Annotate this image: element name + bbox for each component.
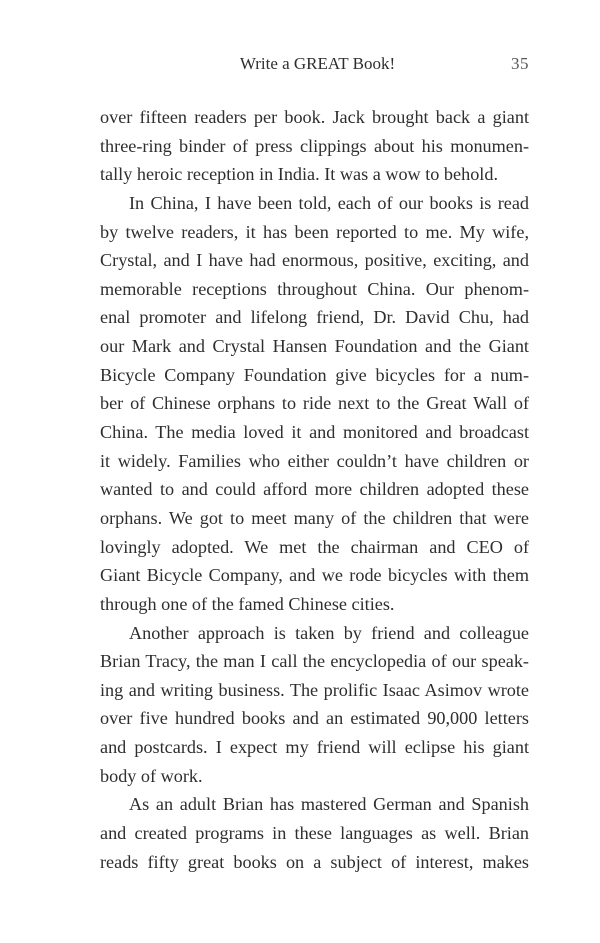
text-line: and postcards. I expect my friend will eclipse his giant [100, 737, 529, 758]
text-line: ber of Chinese orphans to ride next to the Great Wall of [100, 393, 529, 414]
text-line: Bicycle Company Foundation give bicycles for a num- [100, 364, 529, 385]
text-line: China. The media loved it and monitored and broadcast [100, 422, 529, 443]
text-line: wanted to and could afford more children adopted these [100, 479, 529, 500]
text-line: by twelve readers, it has been reported to me. My wife, [100, 221, 529, 242]
running-header [100, 54, 529, 78]
running-title: Write a GREAT Book! [239, 54, 396, 73]
text-line: As an adult Brian has mastered German and Spanish [129, 794, 529, 815]
text-line: body of work. [100, 765, 203, 786]
text-line: Crystal, and I have had enormous, positive, exciting, and [100, 250, 529, 271]
text-line: ing and writing business. The prolific Isaac Asimov wrote [100, 679, 529, 700]
text-line: and created programs in these languages as well. Brian [100, 823, 529, 844]
text-line: Brian Tracy, the man I call the encyclopedia of our speak- [100, 651, 529, 672]
text-line: reads fifty great books on a subject of interest, makes [100, 851, 529, 872]
text-line: our Mark and Crystal Hansen Foundation and the Giant [100, 336, 529, 357]
text-line: memorable receptions throughout China. Our phenom- [100, 278, 529, 299]
text-line: over fifteen readers per book. Jack brought back a giant [100, 107, 529, 127]
text-line: through one of the famed Chinese cities. [100, 593, 395, 614]
text-line: it widely. Families who either couldn’t have children or [100, 450, 529, 471]
text-line: orphans. We got to meet many of the children that were [100, 507, 529, 528]
text-line: over five hundred books and an estimated 90,000 letters [100, 708, 529, 729]
body-text [100, 103, 529, 876]
text-line: tally heroic reception in India. It was a wow to behold. [100, 164, 498, 185]
text-line: In China, I have been told, each of our books is read [129, 192, 529, 213]
text-line: lovingly adopted. We met the chairman and CEO of [100, 536, 529, 557]
page-number: 35 [511, 54, 529, 73]
text-line: enal promoter and lifelong friend, Dr. David Chu, had [100, 307, 529, 328]
text-line: three-ring binder of press clippings about his monumen- [100, 135, 529, 156]
text-line: Another approach is taken by friend and colleague [129, 622, 529, 643]
text-line: Giant Bicycle Company, and we rode bicycles with them [100, 565, 529, 586]
